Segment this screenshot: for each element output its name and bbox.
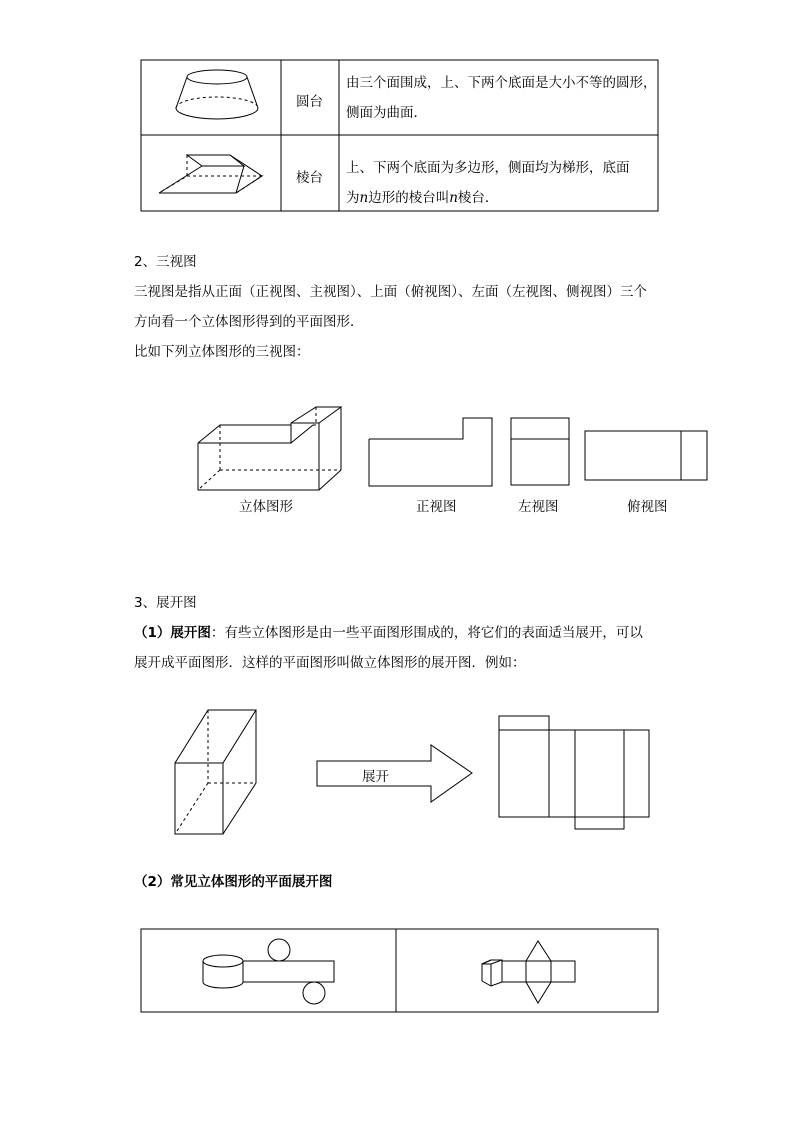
top-view-shape <box>585 431 707 480</box>
label-left-view: 左视图 <box>518 499 559 515</box>
left-view-shape <box>511 418 569 485</box>
row-desc-frustum-pyramid-1: 上、下两个底面为多边形，侧面均为梯形，底面 <box>346 160 630 176</box>
front-view-shape <box>369 418 492 486</box>
section3-sub1-line2: 展开成平面图形．这样的平面图形叫做立体图形的展开图．例如： <box>134 655 526 671</box>
section2-heading: 2、三视图 <box>134 254 197 270</box>
label-front-view: 正视图 <box>416 499 457 515</box>
row-desc-frustum-cone-2: 侧面为曲面． <box>346 105 427 121</box>
section3-sub1-line1: （1）展开图：有些立体图形是由一些平面图形围成的，将它们的表面适当展开，可以 <box>134 625 643 641</box>
unfold-arrow <box>317 745 472 802</box>
frustum-cone-figure <box>176 70 258 119</box>
frustum-pyramid-figure <box>159 155 262 193</box>
unfold-arrow-label: 展开 <box>362 769 389 785</box>
label-solid: 立体图形 <box>239 499 293 515</box>
section3-sub2-heading: （2）常见立体图形的平面展开图 <box>134 874 333 890</box>
section2-para-line1: 三视图是指从正面（正视图、主视图）、上面（俯视图）、左面（左视图、侧视图）三个 <box>134 284 647 300</box>
row-name-frustum-cone: 圆台 <box>296 94 323 110</box>
three-view-solid <box>198 407 341 490</box>
section2-para-line3: 比如下列立体图形的三视图： <box>134 344 310 360</box>
section2-para-line2: 方向看一个立体图形得到的平面图形． <box>134 314 364 330</box>
section3-heading: 3、展开图 <box>134 595 197 611</box>
cuboid-figure <box>175 710 256 834</box>
row-desc-frustum-pyramid-2: 为n边形的棱台叫n棱台． <box>346 190 499 206</box>
row-desc-frustum-cone-1: 由三个面围成，上、下两个底面是大小不等的圆形， <box>346 75 657 91</box>
cylinder-net-figure <box>203 939 334 1004</box>
label-top-view: 俯视图 <box>627 499 668 515</box>
prism-net-figure <box>482 941 575 1003</box>
cuboid-net <box>499 716 649 829</box>
row-name-frustum-pyramid: 棱台 <box>296 170 323 186</box>
